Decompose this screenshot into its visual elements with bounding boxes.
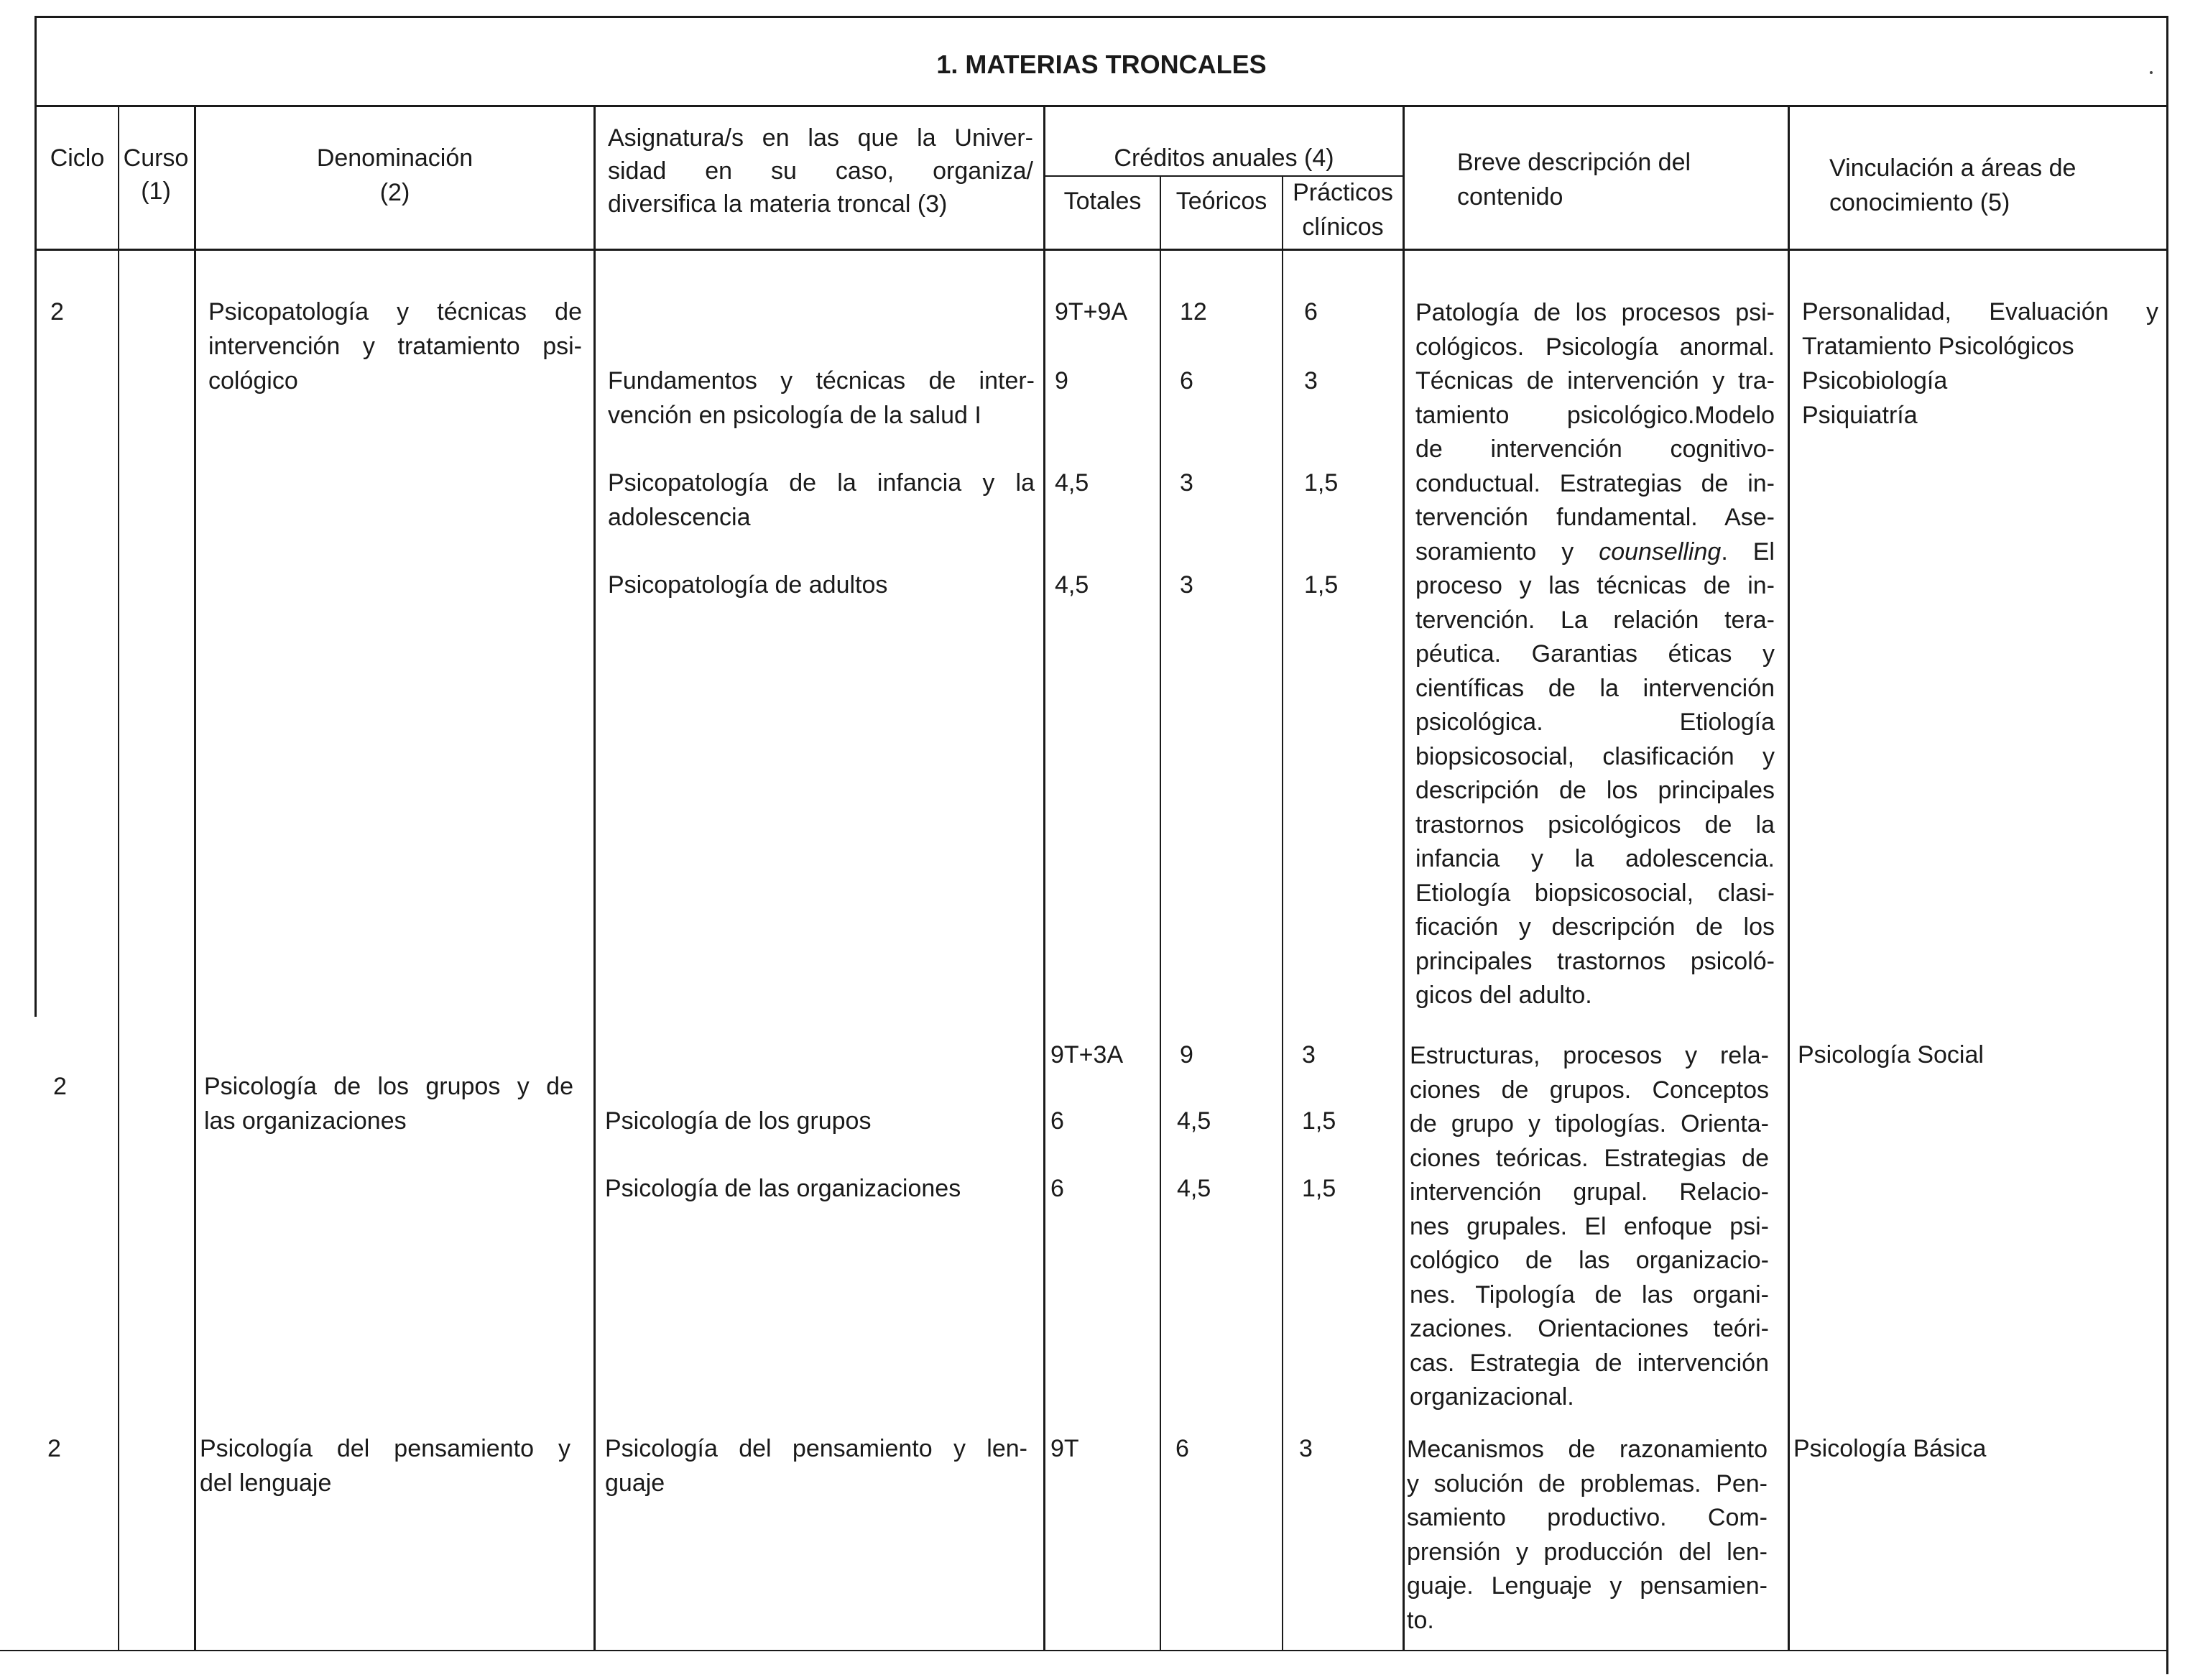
row1-descripcion-line: péutica. Garantias éticas y	[1415, 640, 1775, 668]
row3-denominacion-line-1: Psicología del pensamiento y	[200, 1435, 570, 1462]
row2-asig1: Psicología de los grupos	[605, 1107, 872, 1135]
row1-asig1-totales: 9	[1055, 367, 1068, 394]
row1-descripcion-line: tervención fundamental. Ase-	[1415, 504, 1775, 531]
col-divider-4	[1043, 105, 1045, 1650]
header-curso-note: (1)	[141, 177, 171, 205]
row2-teoricos: 9	[1180, 1041, 1193, 1069]
row1-vinculacion-line-1: Personalidad, Evaluación y	[1802, 298, 2158, 326]
header-practicos-note: clínicos	[1302, 213, 1384, 241]
row1-asig1-practicos: 3	[1304, 367, 1318, 394]
row2-descripcion-line: Estructuras, procesos y rela-	[1410, 1042, 1769, 1069]
row3-descripcion-line: guaje. Lenguaje y pensamien-	[1407, 1572, 1768, 1600]
row3-descripcion-line: samiento productivo. Com-	[1407, 1504, 1768, 1531]
row2-denominacion-line-1: Psicología de los grupos y de	[204, 1073, 573, 1100]
row2-descripcion-line: ciones teóricas. Estrategias de	[1410, 1144, 1769, 1172]
row1-descripcion-line: proceso y las técnicas de in-	[1415, 572, 1775, 599]
row1-ciclo: 2	[50, 298, 64, 326]
row1-asig2-line-2: adolescencia	[608, 504, 751, 531]
row3-descripcion	[1407, 1433, 1768, 1638]
row1-descripcion-line: de intervención cognitivo-	[1415, 435, 1775, 463]
row2-descripcion-line: nes. Tipología de las organi-	[1410, 1280, 1769, 1309]
row1-asig2-teoricos: 3	[1180, 469, 1193, 497]
header-curso: Curso	[123, 144, 189, 172]
col-divider-8	[1788, 105, 1790, 1650]
col-divider-7	[1403, 105, 1405, 1650]
title-divider	[34, 105, 2168, 107]
row2-asig2-teoricos: 4,5	[1177, 1175, 1211, 1202]
row1-descripcion-line: Patología de los procesos psi-	[1415, 299, 1775, 326]
header-asignatura-line-2: sidad en su caso, organiza/	[608, 157, 1033, 185]
row2-descripcion-line: ciones de grupos. Conceptos	[1410, 1076, 1769, 1104]
row3-vinculacion: Psicología Básica	[1793, 1435, 1987, 1462]
row1-denominacion-line-3: cológico	[208, 367, 298, 394]
row2-descripcion-line: de grupo y tipologías. Orienta-	[1410, 1110, 1769, 1137]
row2-descripcion-line: organizacional.	[1410, 1383, 1574, 1411]
row1-denominacion-line-1: Psicopatología y técnicas de	[208, 298, 582, 326]
row1-asig1-teoricos: 6	[1180, 367, 1193, 394]
header-vinculacion-note: conocimiento (5)	[1829, 189, 2010, 216]
row1-descripcion-line: biopsicosocial, clasificación y	[1415, 742, 1775, 770]
table-border-right	[2166, 16, 2168, 1674]
header-asignatura-line-1: Asignatura/s en las que la Univer-	[608, 124, 1033, 152]
row2-asig1-teoricos: 4,5	[1177, 1107, 1211, 1135]
row1-asig2-totales: 4,5	[1055, 469, 1089, 497]
row1-teoricos: 12	[1180, 298, 1207, 326]
row1-descripcion-line: conductual. Estrategias de in-	[1415, 469, 1775, 497]
row1-descripcion-line: descripción de los principales	[1415, 777, 1775, 804]
row1-descripcion-line: Etiología biopsicosocial, clasi-	[1415, 879, 1775, 907]
row3-descripcion-line: Mecanismos de razonamiento	[1407, 1436, 1768, 1463]
row2-asig1-practicos: 1,5	[1302, 1107, 1336, 1135]
row3-descripcion-line: y solución de problemas. Pen-	[1407, 1469, 1768, 1497]
header-totales: Totales	[1063, 188, 1142, 215]
row3-asig1-line-1: Psicología del pensamiento y len-	[605, 1435, 1027, 1462]
row1-asig2-practicos: 1,5	[1304, 469, 1339, 497]
row1-descripcion-line: trastornos psicológicos de la	[1415, 811, 1775, 839]
row2-asig1-totales: 6	[1050, 1107, 1064, 1135]
row1-descripcion-line: infancia y la adolescencia.	[1415, 845, 1775, 872]
row1-descripcion-line: tamiento psicológico.Modelo	[1415, 401, 1775, 429]
header-descripcion: Breve descripción del	[1457, 149, 1691, 176]
row1-vinculacion-line-3: Psicobiología	[1802, 367, 1948, 394]
col-divider-6	[1282, 175, 1283, 1650]
table-border-bottom	[0, 1650, 2168, 1651]
header-creditos: Créditos anuales (4)	[1114, 144, 1334, 172]
row1-descripcion-line: principales trastornos psicoló-	[1415, 947, 1775, 975]
row1-asig1-line-2: vención en psicología de la salud I	[608, 402, 981, 429]
row3-asig1-teoricos: 6	[1175, 1435, 1189, 1462]
row1-totales: 9T+9A	[1055, 298, 1128, 326]
row1-descripcion	[1415, 296, 1775, 1013]
row2-descripcion-line: cológico de las organizacio-	[1410, 1247, 1769, 1274]
row2-totales: 9T+3A	[1050, 1041, 1124, 1069]
row1-asig3-practicos: 1,5	[1304, 571, 1339, 599]
row1-vinculacion-line-4: Psiquiatría	[1802, 402, 1918, 429]
col-divider-1	[118, 105, 119, 1650]
table-border-top	[34, 16, 2168, 18]
row3-asig1-line-2: guaje	[605, 1469, 665, 1497]
header-asignatura-line-3: diversifica la materia troncal (3)	[608, 190, 948, 218]
row2-practicos: 3	[1302, 1041, 1316, 1069]
row1-asig3-totales: 4,5	[1055, 571, 1089, 599]
row1-descripcion-line: ficación y descripción de los	[1415, 913, 1775, 941]
row1-asig3-teoricos: 3	[1180, 571, 1193, 599]
row1-asig2-line-1: Psicopatología de la infancia y la	[608, 469, 1035, 497]
row3-descripcion-line: to.	[1407, 1606, 1434, 1634]
page-title: 1. MATERIAS TRONCALES	[936, 50, 1267, 79]
row1-asig1-line-1: Fundamentos y técnicas de inter-	[608, 367, 1035, 394]
row2-descripcion-line: nes grupales. El enfoque psi-	[1410, 1212, 1769, 1240]
col-divider-2	[194, 105, 196, 1650]
row2-asig2-practicos: 1,5	[1302, 1175, 1336, 1202]
header-ciclo: Ciclo	[50, 144, 105, 172]
row1-descripcion-line: Técnicas de intervención y tra-	[1415, 367, 1775, 394]
row2-descripcion-line: cas. Estrategia de intervención	[1410, 1349, 1769, 1377]
row1-denominacion-line-2: intervención y tratamiento psi-	[208, 333, 582, 360]
row3-asig1-practicos: 3	[1299, 1435, 1313, 1462]
row1-vinculacion-line-2: Tratamiento Psicológicos	[1802, 333, 2074, 360]
row2-descripcion-line: intervención grupal. Relacio-	[1410, 1178, 1769, 1206]
header-divider	[34, 249, 2168, 251]
row1-descripcion-line: cológicos. Psicología anormal.	[1415, 333, 1775, 361]
row1-descripcion-line: científicas de la intervención	[1415, 674, 1775, 702]
header-vinculacion: Vinculación a áreas de	[1829, 154, 2076, 182]
row3-ciclo: 2	[47, 1435, 61, 1462]
header-denominacion-note: (2)	[379, 179, 410, 206]
row1-descripcion-line: soramiento y counselling. El	[1415, 537, 1775, 566]
row3-denominacion-line-2: del lenguaje	[200, 1469, 332, 1497]
row1-asig3-line-1: Psicopatología de adultos	[608, 571, 888, 599]
row1-descripcion-line: gicos del adulto.	[1415, 982, 1592, 1009]
header-teoricos: Teóricos	[1175, 188, 1267, 215]
row2-descripcion-line: zaciones. Orientaciones teóri-	[1410, 1315, 1769, 1342]
row1-practicos: 6	[1304, 298, 1318, 326]
row2-denominacion-line-2: las organizaciones	[204, 1107, 407, 1135]
row2-asig2: Psicología de las organizaciones	[605, 1175, 961, 1202]
row2-asig2-totales: 6	[1050, 1175, 1064, 1202]
row1-descripcion-line: tervención. La relación tera-	[1415, 606, 1775, 634]
row2-vinculacion: Psicología Social	[1798, 1041, 1984, 1069]
header-practicos: Prácticos	[1293, 179, 1393, 206]
row3-asig1-totales: 9T	[1050, 1435, 1079, 1462]
col-divider-5	[1160, 175, 1161, 1650]
header-denominacion: Denominación	[316, 144, 473, 172]
row1-descripcion-line: psicológica. Etiología	[1415, 709, 1775, 736]
col-divider-3	[593, 105, 596, 1650]
row3-descripcion-line: prensión y producción del len-	[1407, 1538, 1768, 1566]
row2-descripcion	[1410, 1039, 1769, 1415]
header-descripcion-note: contenido	[1457, 183, 1563, 211]
row2-ciclo: 2	[53, 1073, 67, 1100]
